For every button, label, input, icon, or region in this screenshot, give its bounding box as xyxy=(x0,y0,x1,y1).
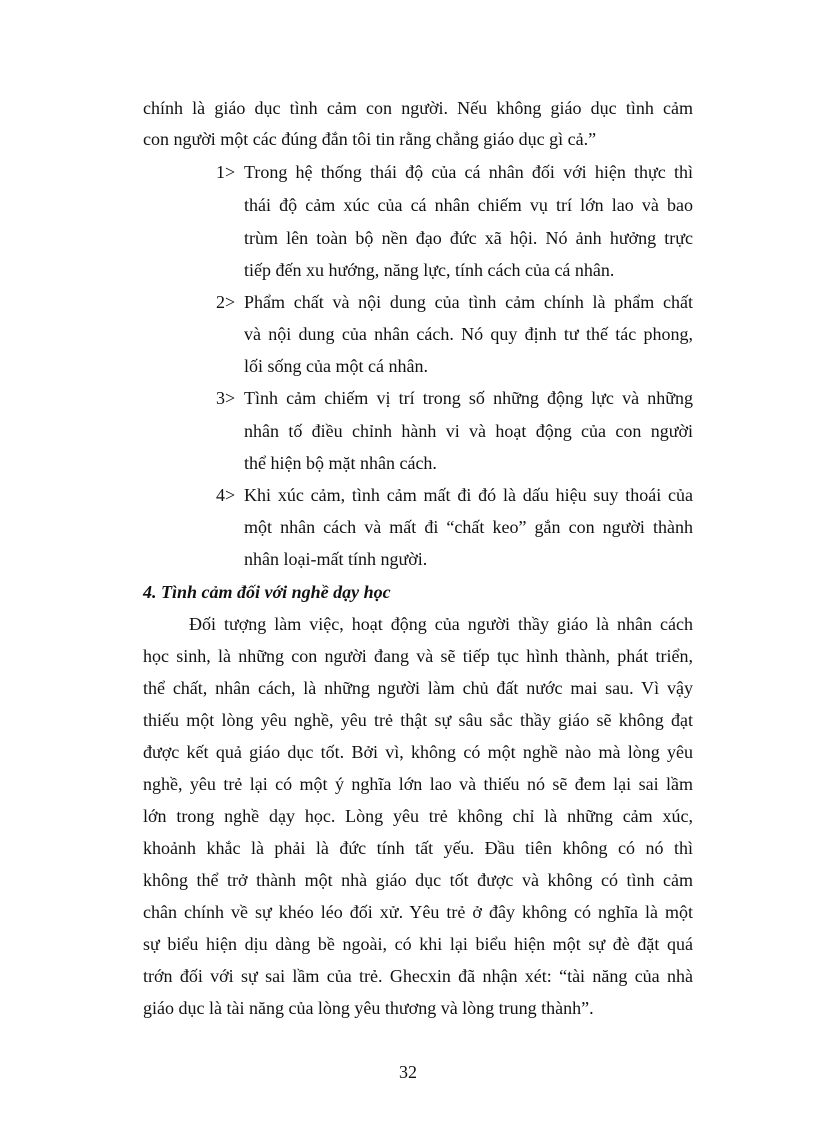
text-line: lớn trong nghề dạy học. Lòng yêu trẻ không chỉ là những cảm xúc, xyxy=(143,806,693,826)
text-line: nghề, yêu trẻ lại có một ý nghĩa lớn lao và thiếu nó sẽ đem lại sai lầm xyxy=(143,774,693,794)
list-item-line: Khi xúc cảm, tình cảm mất đi đó là dấu hiệu suy thoái của xyxy=(244,485,693,505)
list-item-line: lối sống của một cá nhân. xyxy=(244,356,428,376)
list-item-line: Trong hệ thống thái độ của cá nhân đối với hiện thực thì xyxy=(244,162,693,182)
text-line: chân chính về sự khéo léo đối xử. Yêu trẻ ở đây không có nghĩa là một xyxy=(143,902,693,922)
list-item-line: thể hiện bộ mặt nhân cách. xyxy=(244,453,437,473)
list-item-line: trùm lên toàn bộ nền đạo đức xã hội. Nó ảnh hưởng trực xyxy=(244,228,693,248)
text-line: học sinh, là những con người đang và sẽ tiếp tục hình thành, phát triển, xyxy=(143,646,693,666)
text-line: khoảnh khắc là phải là đức tính tất yếu. Đầu tiên không có nó thì xyxy=(143,838,693,858)
list-item-line: thái độ cảm xúc của cá nhân chiếm vụ trí lớn lao và bao xyxy=(244,195,693,215)
list-item-number: 2> xyxy=(216,292,236,312)
text-line: sự biểu hiện dịu dàng bề ngoài, có khi lại biểu hiện một sự đè đặt quá xyxy=(143,934,693,954)
list-item-line: nhân tố điều chỉnh hành vi và hoạt động của con người xyxy=(244,421,693,441)
list-item-number: 4> xyxy=(216,485,236,505)
text-line: thể chất, nhân cách, là những người làm chủ đất nước mai sau. Vì vậy xyxy=(143,678,693,698)
list-item-line: và nội dung của nhân cách. Nó quy định tư thế tác phong, xyxy=(244,324,693,344)
text-line: thiếu một lòng yêu nghề, yêu trẻ thật sự sâu sắc thầy giáo sẽ không đạt xyxy=(143,710,693,730)
text-line: được kết quả giáo dục tốt. Bởi vì, không có một nghề nào mà lòng yêu xyxy=(143,742,693,762)
text-line: chính là giáo dục tình cảm con người. Nếu không giáo dục tình cảm xyxy=(143,98,693,118)
list-item-line: Tình cảm chiếm vị trí trong số những động lực và những xyxy=(244,388,693,408)
list-item-line: tiếp đến xu hướng, năng lực, tính cách của cá nhân. xyxy=(244,260,615,280)
text-line: Đối tượng làm việc, hoạt động của người thầy giáo là nhân cách xyxy=(189,614,693,634)
text-line: không thể trở thành một nhà giáo dục tốt được và không có tình cảm xyxy=(143,870,693,890)
list-item-line: một nhân cách và mất đi “chất keo” gắn con người thành xyxy=(244,517,693,537)
list-item-number: 3> xyxy=(216,388,236,408)
list-item-number: 1> xyxy=(216,162,236,182)
text-line: giáo dục là tài năng của lòng yêu thương và lòng trung thành”. xyxy=(143,998,594,1018)
section-heading: 4. Tình cảm đối với nghề dạy học xyxy=(143,582,391,602)
text-line: trớn đối với sự sai lầm của trẻ. Ghecxin đã nhận xét: “tài năng của nhà xyxy=(143,966,693,986)
page-number: 32 xyxy=(399,1062,417,1082)
list-item-line: nhân loại-mất tính người. xyxy=(244,549,428,569)
text-line: con người một các đúng đắn tôi tin rằng chẳng giáo dục gì cả.” xyxy=(143,129,597,149)
list-item-line: Phẩm chất và nội dung của tình cảm chính là phẩm chất xyxy=(244,292,693,312)
